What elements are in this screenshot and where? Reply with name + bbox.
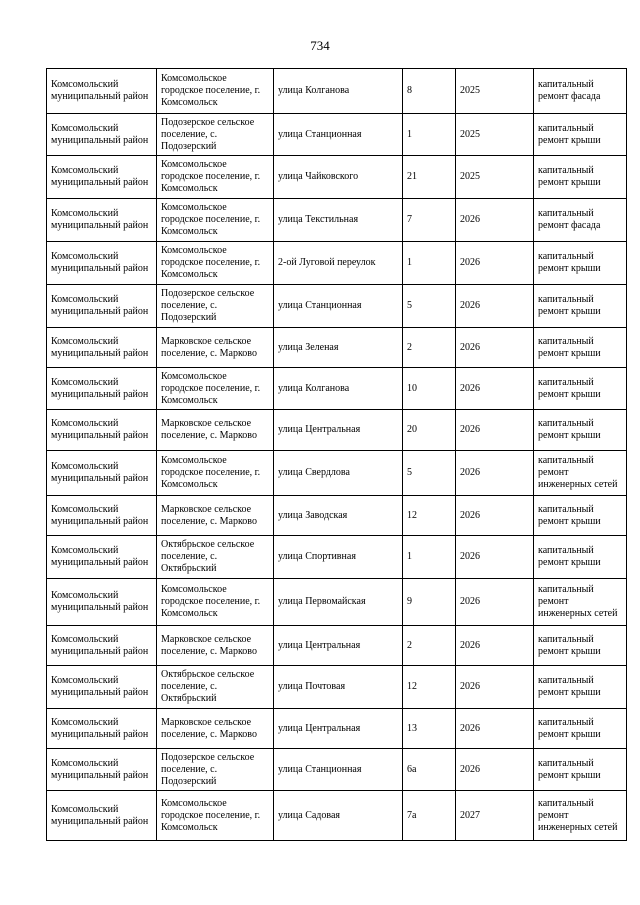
- district-cell: Комсомольский муниципальный район: [47, 536, 157, 579]
- settlement-cell: Подозерское сельское поселение, с. Подозерский: [157, 749, 274, 791]
- work-type-cell: капитальный ремонт крыши: [534, 749, 627, 791]
- street-cell: улица Зеленая: [274, 328, 403, 368]
- house-number-cell: 10: [403, 368, 456, 410]
- table-row: [47, 69, 627, 114]
- settlement-cell: Подозерское сельское поселение, с. Подозерский: [157, 114, 274, 156]
- year-cell: 2026: [456, 242, 534, 285]
- house-number-cell: 13: [403, 709, 456, 749]
- year-cell: 2026: [456, 496, 534, 536]
- house-number-cell: 7: [403, 199, 456, 242]
- district-cell: Комсомольский муниципальный район: [47, 709, 157, 749]
- house-number-cell: 7а: [403, 791, 456, 841]
- table-row: [47, 410, 627, 451]
- house-number-cell: 12: [403, 666, 456, 709]
- work-type-cell: капитальный ремонт крыши: [534, 285, 627, 328]
- year-cell: 2026: [456, 199, 534, 242]
- year-cell: 2026: [456, 536, 534, 579]
- street-cell: улица Текстильная: [274, 199, 403, 242]
- year-cell: 2026: [456, 626, 534, 666]
- house-number-cell: 9: [403, 579, 456, 626]
- house-number-cell: 6а: [403, 749, 456, 791]
- table-row: [47, 451, 627, 496]
- district-cell: Комсомольский муниципальный район: [47, 579, 157, 626]
- work-type-cell: капитальный ремонт крыши: [534, 368, 627, 410]
- table-row: [47, 666, 627, 709]
- work-type-cell: капитальный ремонт крыши: [534, 496, 627, 536]
- street-cell: улица Первомайская: [274, 579, 403, 626]
- district-cell: Комсомольский муниципальный район: [47, 199, 157, 242]
- table-row: [47, 626, 627, 666]
- table-row: [47, 709, 627, 749]
- year-cell: 2026: [456, 451, 534, 496]
- settlement-cell: Комсомольское городское поселение, г. Комсомольск: [157, 579, 274, 626]
- house-number-cell: 21: [403, 156, 456, 199]
- work-type-cell: капитальный ремонт крыши: [534, 709, 627, 749]
- district-cell: Комсомольский муниципальный район: [47, 114, 157, 156]
- year-cell: 2026: [456, 749, 534, 791]
- work-type-cell: капитальный ремонт крыши: [534, 666, 627, 709]
- street-cell: улица Центральная: [274, 709, 403, 749]
- year-cell: 2026: [456, 709, 534, 749]
- table-row: [47, 285, 627, 328]
- year-cell: 2026: [456, 368, 534, 410]
- year-cell: 2025: [456, 156, 534, 199]
- settlement-cell: Комсомольское городское поселение, г. Комсомольск: [157, 199, 274, 242]
- street-cell: улица Станционная: [274, 285, 403, 328]
- work-type-cell: капитальный ремонт фасада: [534, 199, 627, 242]
- house-number-cell: 8: [403, 69, 456, 114]
- district-cell: Комсомольский муниципальный район: [47, 749, 157, 791]
- table-row: [47, 328, 627, 368]
- table-row: [47, 199, 627, 242]
- house-number-cell: 2: [403, 328, 456, 368]
- house-number-cell: 12: [403, 496, 456, 536]
- district-cell: Комсомольский муниципальный район: [47, 410, 157, 451]
- work-type-cell: капитальный ремонт крыши: [534, 536, 627, 579]
- page-number: 734: [310, 38, 330, 53]
- work-type-cell: капитальный ремонт крыши: [534, 242, 627, 285]
- year-cell: 2026: [456, 285, 534, 328]
- district-cell: Комсомольский муниципальный район: [47, 496, 157, 536]
- settlement-cell: Комсомольское городское поселение, г. Комсомольск: [157, 451, 274, 496]
- settlement-cell: Марковское сельское поселение, с. Марково: [157, 328, 274, 368]
- district-cell: Комсомольский муниципальный район: [47, 156, 157, 199]
- work-type-cell: капитальный ремонт инженерных сетей: [534, 791, 627, 841]
- settlement-cell: Марковское сельское поселение, с. Марково: [157, 626, 274, 666]
- settlement-cell: Комсомольское городское поселение, г. Комсомольск: [157, 69, 274, 114]
- house-number-cell: 2: [403, 626, 456, 666]
- work-type-cell: капитальный ремонт крыши: [534, 156, 627, 199]
- house-number-cell: 20: [403, 410, 456, 451]
- settlement-cell: Марковское сельское поселение, с. Марково: [157, 410, 274, 451]
- street-cell: улица Центральная: [274, 410, 403, 451]
- settlement-cell: Подозерское сельское поселение, с. Подозерский: [157, 285, 274, 328]
- district-cell: Комсомольский муниципальный район: [47, 626, 157, 666]
- repair-schedule-table: [46, 68, 627, 841]
- settlement-cell: Октябрьское сельское поселение, с. Октябрьский: [157, 666, 274, 709]
- street-cell: 2-ой Луговой переулок: [274, 242, 403, 285]
- year-cell: 2026: [456, 328, 534, 368]
- street-cell: улица Садовая: [274, 791, 403, 841]
- district-cell: Комсомольский муниципальный район: [47, 666, 157, 709]
- street-cell: улица Станционная: [274, 749, 403, 791]
- work-type-cell: капитальный ремонт крыши: [534, 328, 627, 368]
- settlement-cell: Комсомольское городское поселение, г. Комсомольск: [157, 156, 274, 199]
- table-row: [47, 242, 627, 285]
- district-cell: Комсомольский муниципальный район: [47, 791, 157, 841]
- settlement-cell: Комсомольское городское поселение, г. Комсомольск: [157, 791, 274, 841]
- year-cell: 2026: [456, 666, 534, 709]
- table-row: [47, 791, 627, 841]
- year-cell: 2025: [456, 114, 534, 156]
- street-cell: улица Спортивная: [274, 536, 403, 579]
- work-type-cell: капитальный ремонт крыши: [534, 410, 627, 451]
- district-cell: Комсомольский муниципальный район: [47, 368, 157, 410]
- table-row: [47, 496, 627, 536]
- settlement-cell: Марковское сельское поселение, с. Марково: [157, 709, 274, 749]
- street-cell: улица Станционная: [274, 114, 403, 156]
- street-cell: улица Колганова: [274, 368, 403, 410]
- work-type-cell: капитальный ремонт крыши: [534, 626, 627, 666]
- settlement-cell: Комсомольское городское поселение, г. Комсомольск: [157, 242, 274, 285]
- work-type-cell: капитальный ремонт крыши: [534, 114, 627, 156]
- table-row: [47, 156, 627, 199]
- house-number-cell: 1: [403, 242, 456, 285]
- street-cell: улица Центральная: [274, 626, 403, 666]
- street-cell: улица Заводская: [274, 496, 403, 536]
- table-row: [47, 536, 627, 579]
- work-type-cell: капитальный ремонт фасада: [534, 69, 627, 114]
- table-row: [47, 114, 627, 156]
- street-cell: улица Свердлова: [274, 451, 403, 496]
- house-number-cell: 1: [403, 536, 456, 579]
- table-row: [47, 368, 627, 410]
- settlement-cell: Комсомольское городское поселение, г. Комсомольск: [157, 368, 274, 410]
- work-type-cell: капитальный ремонт инженерных сетей: [534, 451, 627, 496]
- table-row: [47, 749, 627, 791]
- house-number-cell: 5: [403, 451, 456, 496]
- work-type-cell: капитальный ремонт инженерных сетей: [534, 579, 627, 626]
- year-cell: 2026: [456, 579, 534, 626]
- settlement-cell: Октябрьское сельское поселение, с. Октябрьский: [157, 536, 274, 579]
- year-cell: 2027: [456, 791, 534, 841]
- table-row: [47, 579, 627, 626]
- street-cell: улица Почтовая: [274, 666, 403, 709]
- street-cell: улица Чайковского: [274, 156, 403, 199]
- street-cell: улица Колганова: [274, 69, 403, 114]
- district-cell: Комсомольский муниципальный район: [47, 285, 157, 328]
- year-cell: 2025: [456, 69, 534, 114]
- house-number-cell: 1: [403, 114, 456, 156]
- district-cell: Комсомольский муниципальный район: [47, 242, 157, 285]
- year-cell: 2026: [456, 410, 534, 451]
- house-number-cell: 5: [403, 285, 456, 328]
- settlement-cell: Марковское сельское поселение, с. Марково: [157, 496, 274, 536]
- district-cell: Комсомольский муниципальный район: [47, 451, 157, 496]
- district-cell: Комсомольский муниципальный район: [47, 328, 157, 368]
- district-cell: Комсомольский муниципальный район: [47, 69, 157, 114]
